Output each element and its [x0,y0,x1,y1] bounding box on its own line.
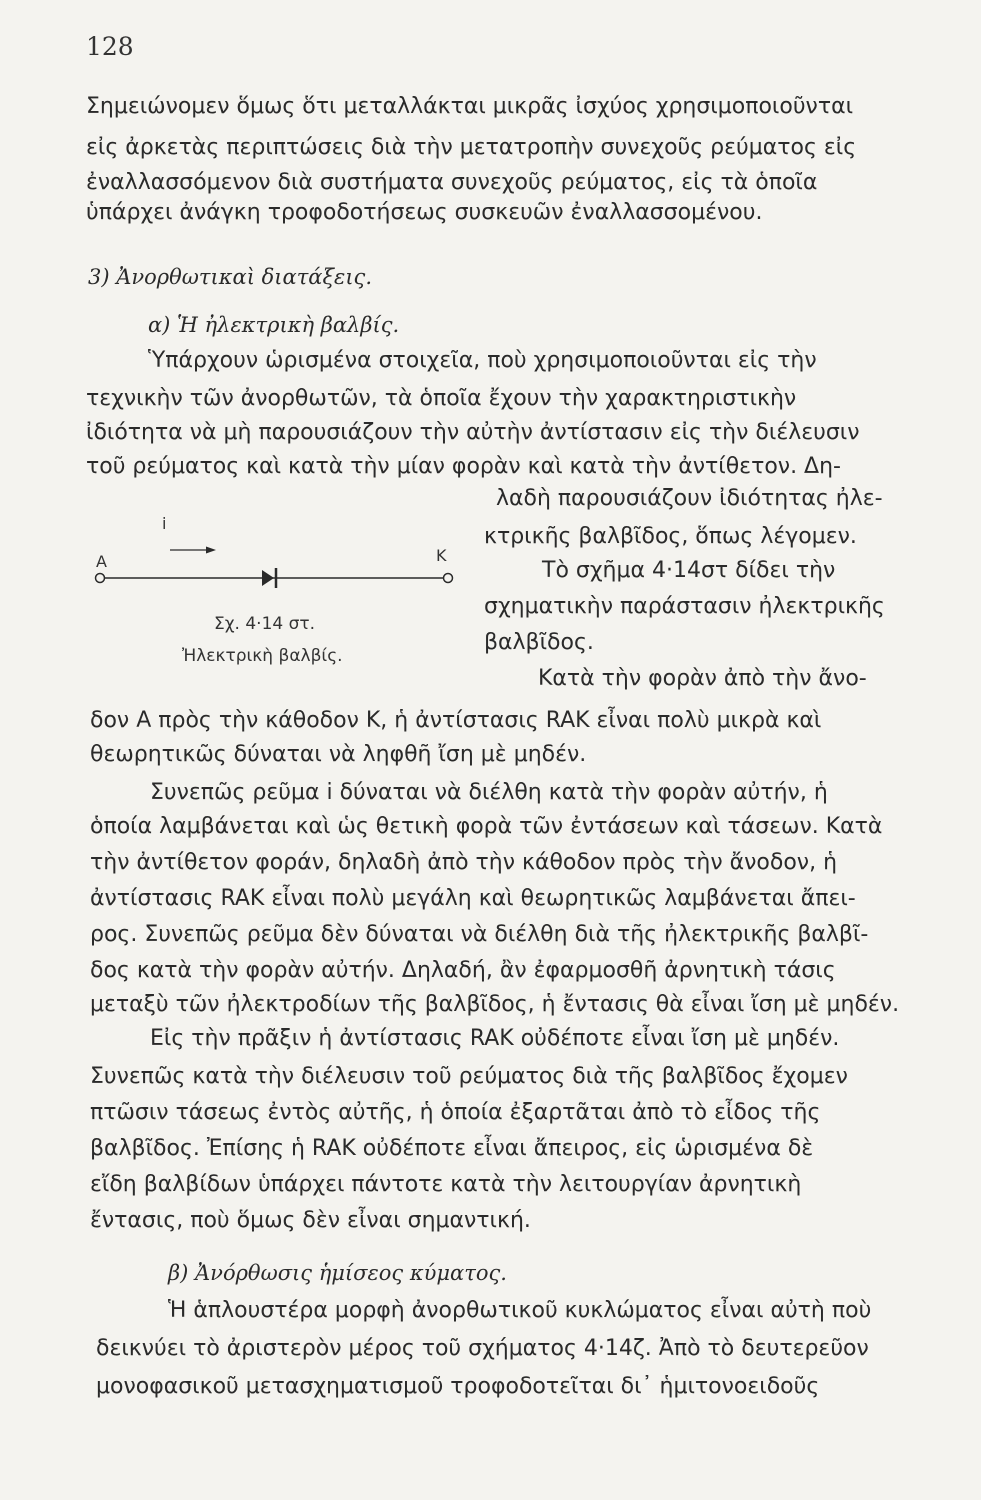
anode-label: A [96,552,107,571]
section-heading: 3) Ἀνορθωτικαὶ διατάξεις. [88,265,372,289]
figure-subcaption: Ἠλεκτρικὴ βαλβίς. [182,646,343,666]
paragraph-line: μεταξὺ τῶν ἠλεκτροδίων τῆς βαλβῖδος, ἡ ἔντασις θὰ εἶναι ἴση μὲ μηδέν. [90,992,900,1017]
paragraph-line: ἔντασις, ποὺ ὅμως δὲν εἶναι σημαντική. [90,1208,531,1233]
paragraph-line: τοῦ ρεύματος καὶ κατὰ τὴν μίαν φορὰν καὶ κατὰ τὴν ἀντίθετον. Δη- [86,454,841,479]
paragraph-line: ἰδιότητα νὰ μὴ παρουσιάζουν τὴν αὐτὴν ἀντίστασιν εἰς τὴν διέλευσιν [86,420,860,445]
paragraph-line: Εἰς τὴν πρᾶξιν ἡ ἀντίστασις RAK οὐδέποτε εἶναι ἴση μὲ μηδέν. [150,1026,840,1051]
paragraph-line: Ἡ ἁπλουστέρα μορφὴ ἀνορθωτικοῦ κυκλώματος εἶναι αὐτὴ ποὺ [168,1298,872,1323]
paragraph-line: λαδὴ παρουσιάζουν ἰδιότητας ἠλε- [496,486,883,511]
paragraph-line: ἐναλλασσόμενον διὰ συστήματα συνεχοῦς ρεύματος, εἰς τὰ ὁποῖα [86,170,818,195]
paragraph-line: Ὑπάρχουν ὡρισμένα στοιχεῖα, ποὺ χρησιμοποιοῦνται εἰς τὴν [148,348,817,373]
paragraph-line: πτῶσιν τάσεως ἐντὸς αὐτῆς, ἡ ὁποία ἐξαρτᾶται ἀπὸ τὸ εἶδος τῆς [90,1100,821,1125]
paragraph-line: Συνεπῶς κατὰ τὴν διέλευσιν τοῦ ρεύματος διὰ τῆς βαλβῖδος ἔχομεν [90,1064,848,1089]
current-arrow-icon [206,547,216,554]
figure-electric-valve [92,512,472,677]
diode-diagram [92,512,472,622]
figure-caption: Σχ. 4·14 στ. [214,614,316,634]
paragraph-line: ἀντίστασις RAK εἶναι πολὺ μεγάλη καὶ θεωρητικῶς λαμβάνεται ἄπει- [90,886,856,911]
paragraph-line: Συνεπῶς ρεῦμα i δύναται νὰ διέλθη κατὰ τὴν φορὰν αὐτήν, ἡ [150,780,828,805]
paragraph-line: ὑπάρχει ἀνάγκη τροφοδοτήσεως συσκευῶν ἐναλλασσομένου. [86,200,763,225]
paragraph-line: δος κατὰ τὴν φορὰν αὐτήν. Δηλαδή, ἂν ἐφαρμοσθῆ ἀρνητικὴ τάσις [90,958,836,983]
paragraph-line: σχηματικὴν παράστασιν ἠλεκτρικῆς [484,594,885,619]
paragraph-line: κτρικῆς βαλβῖδος, ὅπως λέγομεν. [484,524,857,549]
paragraph-line: Σημειώνομεν ὅμως ὅτι μεταλλάκται μικρᾶς ἰσχύος χρησιμοποιοῦνται [86,94,854,119]
paragraph-line: βαλβῖδος. [484,630,594,655]
paragraph-line: εἴδη βαλβίδων ὑπάρχει πάντοτε κατὰ τὴν λειτουργίαν ἀρνητικὴ [90,1172,802,1197]
page-number: 128 [86,32,134,61]
anode-terminal [96,574,105,583]
paragraph-line: μονοφασικοῦ μετασχηματισμοῦ τροφοδοτεῖται δι᾽ ἡμιτονοειδοῦς [96,1374,820,1399]
cathode-terminal [444,574,453,583]
paragraph-line: θεωρητικῶς δύναται νὰ ληφθῆ ἴση μὲ μηδέν. [90,742,587,767]
paragraph-line: Κατὰ τὴν φορὰν ἀπὸ τὴν ἄνο- [538,666,867,691]
paragraph-line: δον Α πρὸς τὴν κάθοδον Κ, ἡ ἀντίστασις RAK εἶναι πολὺ μικρὰ καὶ [90,708,822,733]
paragraph-line: εἰς ἀρκετὰς περιπτώσεις διὰ τὴν μετατροπὴν συνεχοῦς ρεύματος εἰς [86,135,857,160]
paragraph-line: τὴν ἀντίθετον φοράν, δηλαδὴ ἀπὸ τὴν κάθοδον πρὸς τὴν ἄνοδον, ἡ [90,850,838,875]
paragraph-line: ρος. Συνεπῶς ρεῦμα δὲν δύναται νὰ διέλθη διὰ τῆς ἠλεκτρικῆς βαλβῖ- [90,922,869,947]
subsection-heading: β) Ἀνόρθωσις ἡμίσεος κύματος. [168,1261,507,1285]
paragraph-line: βαλβῖδος. Ἐπίσης ἡ RAK οὐδέποτε εἶναι ἄπειρος, εἰς ὡρισμένα δὲ [90,1136,814,1161]
subsection-heading: α) Ἡ ἠλεκτρικὴ βαλβίς. [148,313,400,337]
cathode-label: K [436,546,447,565]
paragraph-line: δεικνύει τὸ ἀριστερὸν μέρος τοῦ σχήματος 4·14ζ. Ἀπὸ τὸ δευτερεῦον [96,1336,869,1361]
paragraph-line: ὁποία λαμβάνεται καὶ ὡς θετικὴ φορὰ τῶν ἐντάσεων καὶ τάσεων. Κατὰ [90,814,883,839]
diode-triangle-icon [262,570,274,586]
paragraph-line: Τὸ σχῆμα 4·14στ δίδει τὴν [542,558,836,583]
paragraph-line: τεχνικὴν τῶν ἀνορθωτῶν, τὰ ὁποῖα ἔχουν τὴν χαρακτηριστικὴν [86,386,797,411]
current-label: i [162,514,167,533]
